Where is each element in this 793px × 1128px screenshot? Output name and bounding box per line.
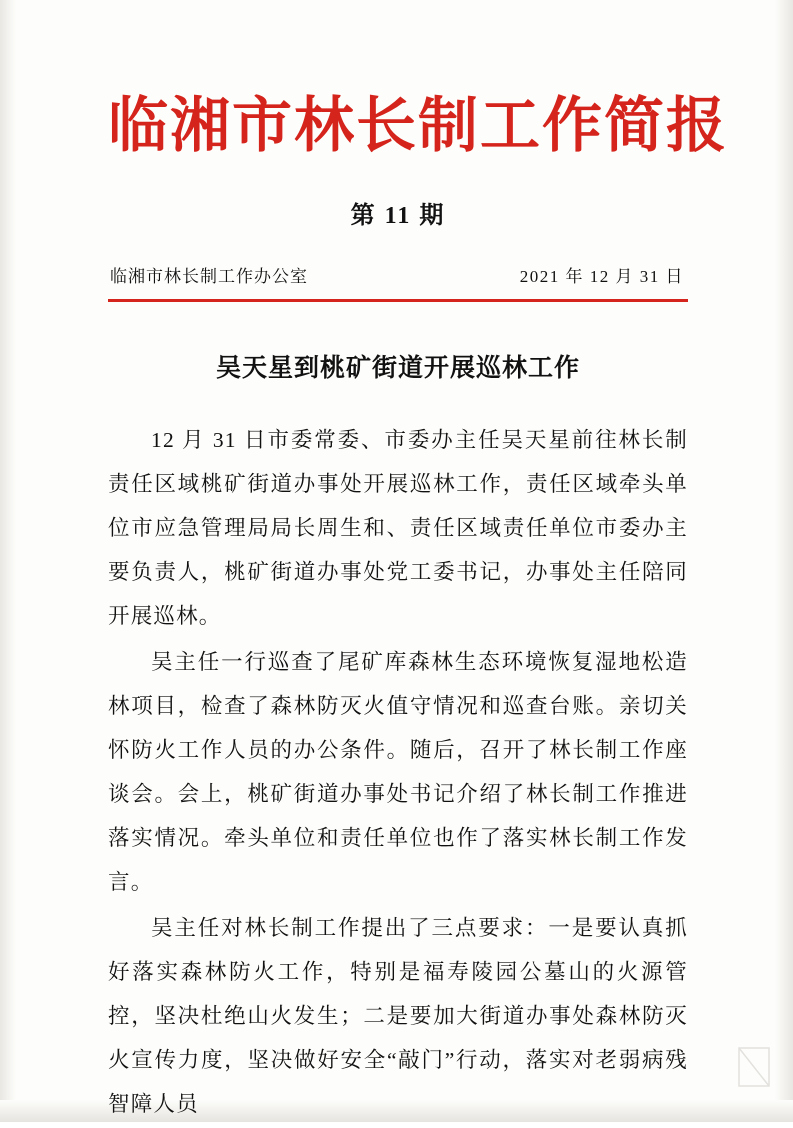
meta-row — [108, 262, 688, 287]
issuing-office: 临湘市林长制工作办公室 — [110, 267, 308, 286]
article-title: 吴天星到桃矿街道开展巡林工作 — [215, 352, 580, 382]
paragraph: 12 月 31 日市委常委、市委办主任吴天星前往林长制责任区域桃矿街道办事处开展巡林工作，责任区域牵头单位市应急管理局局长周生和、责任区域责任单位市委办主要负责人，桃矿街道办事处党工委书记，办事处主任陪同开展巡林。 — [108, 427, 688, 628]
masthead-title: 临湘市林长制工作简报 — [108, 91, 728, 161]
scan-edge-right — [775, 0, 793, 1122]
paragraph: 吴主任对林长制工作提出了三点要求：一是要认真抓好落实森林防火工作，特别是福寿陵园公墓山的火源管控，坚决杜绝山火发生；二是要加大街道办事处森林防灭火宣传力度，坚决做好安全“敲门”行动，落实对老弱病残智障人员 — [108, 915, 688, 1116]
page-corner-fold-icon — [737, 1046, 771, 1088]
paragraph: 吴主任一行巡查了尾矿库森林生态环境恢复湿地松造林项目，检查了森林防灭火值守情况和巡查台账。亲切关怀防火工作人员的办公条件。随后，召开了林长制工作座谈会。会上，桃矿街道办事处书记介绍了林长制工作推进落实情况。牵头单位和责任单位也作了落实林长制工作发言。 — [108, 649, 688, 894]
issue-date: 2021 年 12 月 31 日 — [519, 267, 684, 286]
scan-edge-left — [0, 0, 16, 1122]
document-content — [108, 0, 728, 1128]
issue-number: 第 11 期 — [350, 203, 446, 229]
header-divider — [108, 299, 688, 302]
article-body — [108, 418, 688, 1126]
